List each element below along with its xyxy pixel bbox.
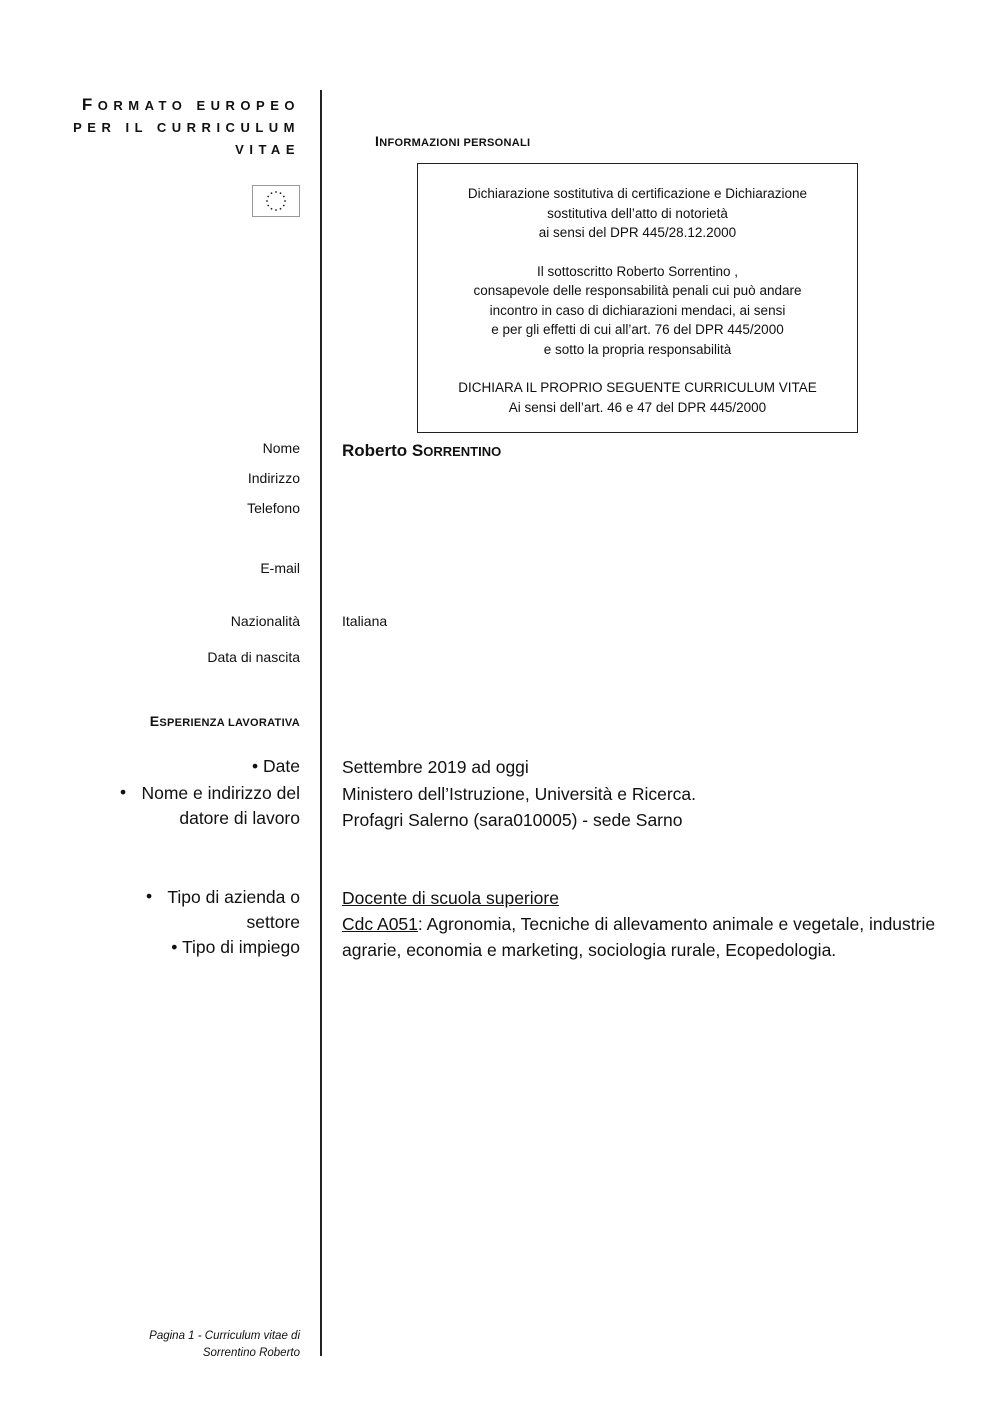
date-value: Settembre 2019 ad oggi bbox=[342, 757, 529, 777]
declaration-para-3: DICHIARA IL PROPRIO SEGUENTE CURRICULUM VITAE Ai sensi dell’art. 46 e 47 del DPR 445/2000 bbox=[458, 380, 817, 415]
column-divider bbox=[320, 90, 322, 1356]
nome-value: Roberto SORRENTINO bbox=[342, 441, 502, 460]
employer-value: Ministero dell’Istruzione, Università e Ricerca. Profagri Salerno (sara010005) - sede Sarno bbox=[342, 784, 697, 830]
tipo-value: Docente di scuola superiore Cdc A051: Agronomia, Tecniche di allevamento animale e vegetale, industrie agrarie, economia e marketing, sociologia rurale, Ecopedologia. bbox=[342, 888, 936, 960]
tipo-azienda-label: Tipo di azienda o settore • Tipo di impiego bbox=[167, 887, 300, 957]
personal-info-title: INFORMAZIONI PERSONALI bbox=[375, 133, 531, 149]
indirizzo-label: Indirizzo bbox=[247, 470, 300, 486]
data-nascita-label: Data di nascita bbox=[207, 649, 300, 665]
bullet-icon: • bbox=[120, 782, 127, 802]
nazionalita-label: Nazionalità bbox=[230, 613, 300, 629]
nazionalita-value: Italiana bbox=[342, 613, 388, 629]
cv-header-title: FORMATO EUROPEO PER IL CURRICULUM VITAE bbox=[73, 95, 300, 157]
cdc-code: Cdc A051 bbox=[342, 914, 418, 934]
employer-label: Nome e indirizzo del datore di lavoro bbox=[141, 783, 300, 828]
declaration-para-1: Dichiarazione sostitutiva di certificazione e Dichiarazione sostitutiva dell’atto di notorietà ai sensi del DPR 445/28.12.2000 bbox=[467, 186, 808, 240]
page-footer: Pagina 1 - Curriculum vitae di Sorrentino Roberto bbox=[149, 1330, 300, 1359]
nome-label: Nome bbox=[262, 440, 300, 456]
experience-title: ESPERIENZA LAVORATIVA bbox=[149, 713, 300, 729]
telefono-label: Telefono bbox=[247, 500, 300, 516]
date-label: • Date bbox=[252, 756, 300, 776]
bullet-icon: • bbox=[146, 886, 153, 906]
declaration-box bbox=[417, 163, 858, 433]
declaration-para-2: Il sottoscritto Roberto Sorrentino , consapevole delle responsabilità penali cui può andare incontro in caso di dichiarazioni mendaci, ai sensi e per gli effetti di cui all’art. 76 del DPR 445/2000 e sotto la propria responsabilità bbox=[473, 263, 802, 357]
eu-flag-icon bbox=[252, 185, 300, 217]
email-label: E-mail bbox=[260, 560, 300, 576]
